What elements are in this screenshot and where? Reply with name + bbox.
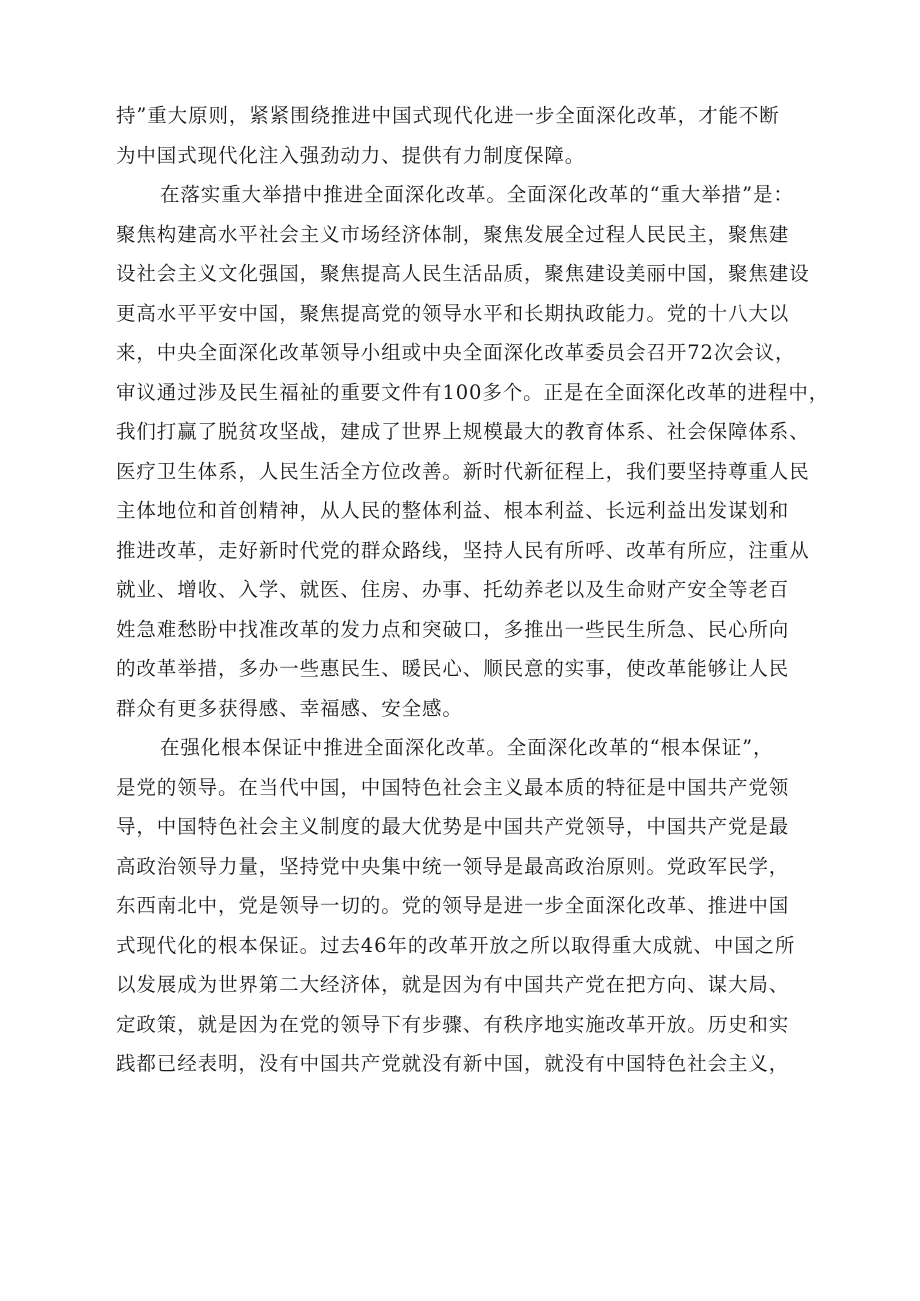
- text-line: 式现代化的根本保证。过去46年的改革开放之所以取得重大成就、中国之所: [116, 933, 796, 957]
- text-line: 定政策，就是因为在党的领导下有步骤、有秩序地实施改革开放。历史和实: [116, 1012, 790, 1036]
- paragraph-fundamental-guarantee: [116, 728, 828, 1084]
- text-line: 导，中国特色社会主义制度的最大优势是中国共产党领导，中国共产党是最: [116, 815, 790, 838]
- text-line: 就业、增收、入学、就医、住房、办事、托幼养老以及生命财产安全等老百: [116, 578, 790, 601]
- text-line: 的改革举措，多办一些惠民生、暖民心、顺民意的实事，使改革能够让人民: [116, 657, 790, 680]
- text-line: 高政治领导力量，坚持党中央集中统一领导是最高政治原则。党政军民学，: [116, 854, 790, 878]
- text-line: 审议通过涉及民生福祉的重要文件有100多个。正是在全面深化改革的进程中，: [116, 380, 830, 404]
- text-line: 聚焦构建高水平社会主义市场经济体制，聚焦发展全过程人民民主，聚焦建: [116, 222, 790, 246]
- text-line: 践都已经表明，没有中国共产党就没有新中国，就没有中国特色社会主义，: [116, 1052, 790, 1075]
- text-line: 姓急难愁盼中找准改革的发力点和突破口，多推出一些民生所急、民心所向: [116, 617, 790, 641]
- text-line: 更高水平平安中国，聚焦提高党的领导水平和长期执政能力。党的十八大以: [116, 301, 790, 325]
- text-line: 在落实重大举措中推进全面深化改革。全面深化改革的“重大举措”是：: [160, 183, 794, 206]
- text-line: 来，中央全面深化改革领导小组或中央全面深化改革委员会召开72次会议，: [116, 341, 796, 364]
- text-line: 是党的领导。在当代中国，中国特色社会主义最本质的特征是中国共产党领: [116, 775, 790, 799]
- text-line: 推进改革，走好新时代党的群众路线，坚持人民有所呼、改革有所应，注重从: [116, 538, 810, 562]
- text-line: 持”重大原则，紧紧围绕推进中国式现代化进一步全面深化改革，才能不断: [116, 104, 780, 127]
- text-line: 东西南北中，党是领导一切的。党的领导是进一步全面深化改革、推进中国: [116, 894, 790, 917]
- text-line: 在强化根本保证中推进全面深化改革。全面深化改革的“根本保证”，: [160, 736, 774, 759]
- text-line: 医疗卫生体系，人民生活全方位改善。新时代新征程上，我们要坚持尊重人民: [116, 459, 810, 483]
- text-line: 我们打赢了脱贫攻坚战，建成了世界上规模最大的教育体系、社会保障体系、: [116, 420, 810, 443]
- text-line: 为中国式现代化注入强劲动力、提供有力制度保障。: [116, 143, 586, 167]
- text-line: 设社会主义文化强国，聚焦提高人民生活品质，聚焦建设美丽中国，聚焦建设: [116, 262, 810, 285]
- text-line: 群众有更多获得感、幸福感、安全感。: [116, 696, 463, 720]
- text-line: 以发展成为世界第二大经济体，就是因为有中国共产党在把方向、谋大局、: [116, 973, 790, 996]
- paragraph-continuation: [116, 96, 828, 175]
- document-body: [116, 96, 828, 1084]
- paragraph-major-measures: [116, 175, 828, 728]
- text-line: 主体地位和首创精神，从人民的整体利益、根本利益、长远利益出发谋划和: [116, 499, 790, 522]
